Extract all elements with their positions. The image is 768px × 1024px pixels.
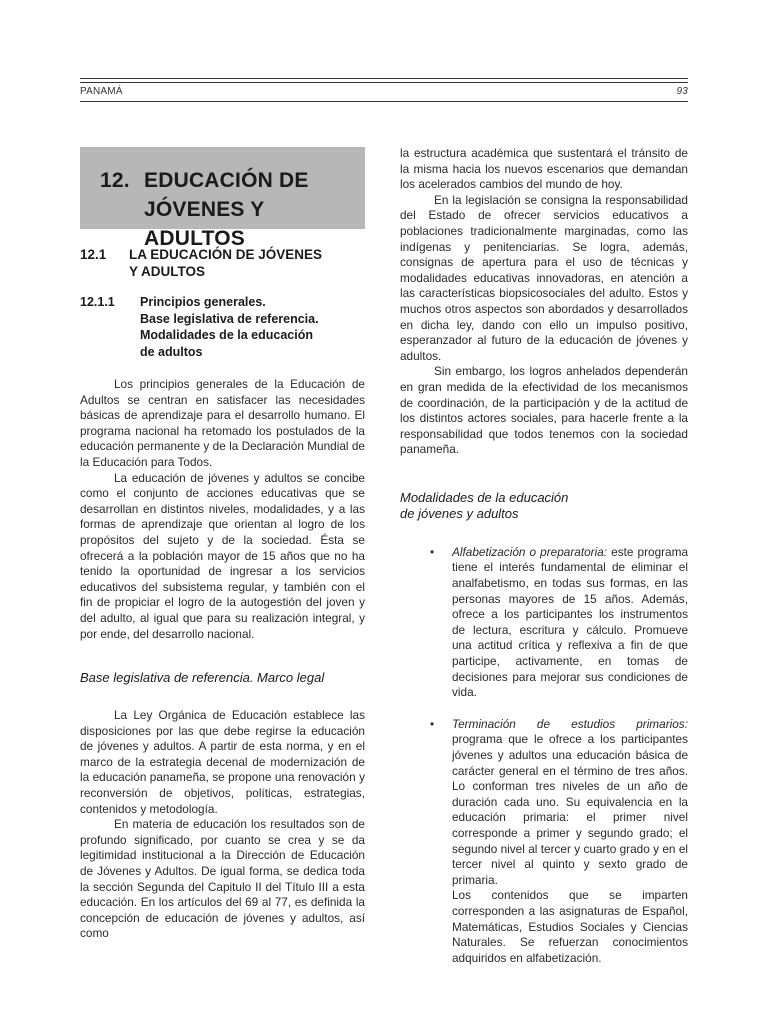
section-title-line1: LA EDUCACIÓN DE JÓVENES (129, 247, 323, 262)
running-title: PANAMÁ (80, 86, 123, 97)
body-paragraph-continued: la estructura académica que sustentará el tránsito de la misma hacia los nuevos escenarios que demandan los acelerados cambios del mundo de hoy. (400, 146, 688, 192)
left-column (80, 147, 365, 942)
chapter-title-line2: JÓVENES Y ADULTOS (144, 198, 265, 250)
subsection-line: Base legislativa de referencia. (140, 311, 319, 326)
page-number: 93 (676, 86, 688, 97)
running-header (80, 86, 688, 97)
body-paragraph: En materia de educación los resultados son de profundo significado, por cuanto se crea y se da legitimidad institucional a la Dirección de Educación de Jóvenes y Adultos. De igual forma, se dedica toda la sección Segunda del Capitulo II del Título III a esta educación. En los artículos del 69 al 77, es definida la concepción de educación de jóvenes y adultos, así como (80, 817, 365, 941)
chapter-number: 12. (100, 169, 130, 192)
list-item (400, 717, 688, 967)
header-rule (80, 101, 688, 102)
section-title-line2: Y ADULTOS (129, 264, 206, 279)
modality-description: este programa tiene el interés fundamental de eliminar el analfabetismo, en todas sus formas, en las personas mayores de 15 años. Además, ofrece a los participantes los instrumentos de lectura, escritura y cálculo. Promueve una actitud crítica y reflexiva a fin de que participe, activamente, en tomas de decisiones para mejorar sus condiciones de vida. (452, 544, 689, 700)
chapter-title-box (80, 147, 365, 250)
body-paragraph: Los principios generales de la Educación de Adultos se centran en satisfacer las necesidades básicas de aprendizaje para el desarrollo humano. El programa nacional ha retomado los postulados de la educación permanente y de la Declaración Mundial de la Educación para Todos. (80, 377, 365, 469)
bullet-icon: • (430, 544, 435, 559)
bullet-icon: • (430, 716, 435, 731)
chapter-title-line1: 12. EDUCACIÓN DE (100, 166, 365, 195)
subsection-line: de adultos (140, 344, 203, 359)
section-number: 12.1 (80, 247, 107, 262)
body-paragraph: Sin embargo, los logros anhelados dependerán en gran medida de la efectividad de los mecanismos de coordinación, de la participación y de la actitud de los distintos actores sociales, para hacerle frente a la responsabilidad que todos tenemos con la sociedad panameña. (400, 364, 688, 457)
subsection-line: Modalidades de la educación (140, 328, 313, 342)
modality-extra: Los contenidos que se imparten corresponden a las asignaturas de Español, Matemáticas, Estudios Sociales y Ciencias Naturales. Se refuerzan conocimientos adquiridos en alfabetización. (452, 888, 688, 965)
legal-framework-heading: Base legislativa de referencia. Marco legal (80, 670, 325, 686)
right-column (400, 146, 688, 982)
modality-name: Alfabetización o preparatoria: (452, 544, 608, 559)
body-paragraph: En la legislación se consigna la responsabilidad del Estado de ofrecer servicios educativos a poblaciones tradicionalmente marginadas, como las indígenas y penitenciarias. Se logra, además, consignas de apertura para el uso de técnicas y modalidades educativas innovadoras, en atención a las características biopsicosociales del adulto. Estos y muchos otros aspectos son abordados y desarrollados en dicha ley, dando con ello un impulso positivo, esperanzador al futuro de la educación de jóvenes y adultos. (400, 192, 688, 363)
section-heading (80, 246, 365, 280)
modalities-list (400, 545, 688, 966)
header-double-rule (80, 78, 688, 83)
body-paragraph: La educación de jóvenes y adultos se concibe como el conjunto de acciones educativas que se desarrollan en distintos niveles, modalidades, y a las formas de aprendizaje que orientan al logro de los propósitos del sujeto y de la sociedad. Ésta se ofrecerá a la población mayor de 15 años que no ha tenido la oportunidad de ingresar a los servicios educativos del subsistema regular, y también con el fin de propiciar el logro de la autogestión del joven y del adulto, al igual que para su realización integral, y por ende, del desarrollo nacional. (80, 470, 365, 641)
subsection-number: 12.1.1 (80, 295, 115, 309)
subsection-heading (80, 294, 365, 360)
modalities-heading: Modalidades de la educación de jóvenes y adultos (400, 489, 569, 521)
body-paragraph: La Ley Orgánica de Educación establece las disposiciones por las que debe regirse la educación de jóvenes y adultos. A partir de esta norma, y en el marco de la estrategia decenal de modernización de la educación panameña, se propone una renovación y reconversión de objetivos, políticas, estrategias, contenidos y metodología. (80, 708, 365, 816)
modality-description: programa que le ofrece a los participantes jóvenes y adultos una educación básica de carácter general en el término de tres años. Lo conforman tres niveles de un año de duración cada uno. Su equivalencia en la educación primaria: el primer nivel corresponde a primer y segundo grado; el segundo nivel al tercer y cuarto grado y en el tercer nivel al quinto y sexto grado de primaria. (452, 732, 688, 887)
subsection-line: Principios generales. (140, 295, 266, 309)
list-item (400, 545, 688, 701)
modality-name: Terminación de estudios primarios: (452, 716, 688, 731)
